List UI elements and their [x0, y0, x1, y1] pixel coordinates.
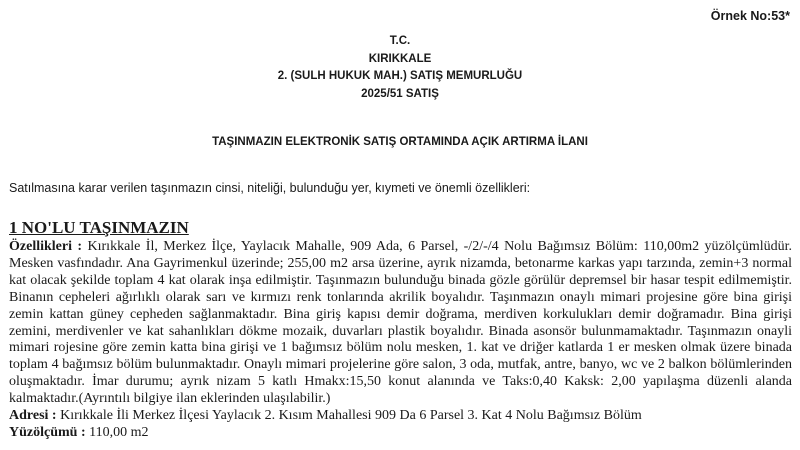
heading-file-number: 2025/51 SATIŞ [361, 87, 439, 100]
heading-city: KIRIKKALE [368, 52, 432, 65]
property-title: 1 NO'LU TAŞINMAZIN [9, 218, 189, 237]
sample-number: Örnek No:53* [710, 9, 790, 23]
announcement-intro: Satılmasına karar verilen taşınmazın cinsi, niteliği, bulunduğu yer, kıymeti ve önemli özellikleri: [9, 181, 531, 195]
property-area [9, 425, 792, 442]
heading-tc: T.C. [389, 35, 411, 47]
features-text: Kırıkkale İl, Merkez İlçe, Yaylacık Mahalle, 909 Ada, 6 Parsel, -/2/-/4 Nolu Bağımsız Bölüm: 110,00m2 yüzölçümlüdür. Mesken vasfındadır. Ana Gayrimenkul üzerinde; 255,00 m2 arsa üzerine, ayrık nizamda, betonarme karkas yapı tarzında, zemin+3 normal kat olacak şekilde toplam 4 kat olarak inşa edilmiştir. Taşınmazın bulunduğu binada gözle görülür depremsel bir hasar tespit edilmemiştir. Binanın cepheleri ağırlıklı olarak sarı ve kırmızı renk tonlarında akrilik boyalıdır. Taşınmazın onaylı mimari projesine göre bina girişi zemin kattan güney cepheden sağlanmaktadır. Bina giriş kapısı demir doğrama, merdiven korkulukları demir doğramadır. Bina girişi zemini, merdivenler ve kat sahanlıkları dökme mozaik, duvarları plastik boyalıdır. Binada asonsör bulunmamaktadır. Taşınmazın onayli mimari rojesine göre zemin katta bina girişi ve 1 bağımsız bölüm nolu mesken, 1. kat ve driğer katlarda 1 er mesken olmak üzere binada toplam 4 bağımsız bölüm bulunmaktadır. Onaylı mimari projelerine göre salon, 3 oda, mutfak, antre, banyo, wc ve 2 balkon bölümlerinden oluşmaktadır. İmar durumu; ayrık nizam 5 katlı Hmakx:15,50 konut alanında ve Taks:0,40 Kaksk: 2,00 yapılaşma düzenli alanda kalmaktadır.(Ayrıntılı bilgiye ilan eklerinden ulaşılabilir.) [9, 239, 793, 407]
property-features [9, 239, 792, 408]
area-text: 110,00 m2 [89, 424, 149, 440]
address-label: Adresi : [9, 408, 57, 424]
area-label: Yüzölçümü : [9, 424, 86, 440]
announcement-title: TAŞINMAZIN ELEKTRONİK SATIŞ ORTAMINDA AÇIK ARTIRMA İLANI [212, 136, 588, 148]
property-section [9, 218, 792, 442]
property-address [9, 408, 792, 425]
features-label: Özellikleri : [9, 239, 83, 254]
address-text: Kırıkkale İli Merkez İlçesi Yaylacık 2. Kısım Mahallesi 909 Da 6 Parsel 3. Kat 4 Nolu Bağımsız Bölüm [60, 408, 642, 424]
institution-heading [0, 33, 800, 103]
heading-office: 2. (SULH HUKUK MAH.) SATIŞ MEMURLUĞU [277, 70, 523, 82]
